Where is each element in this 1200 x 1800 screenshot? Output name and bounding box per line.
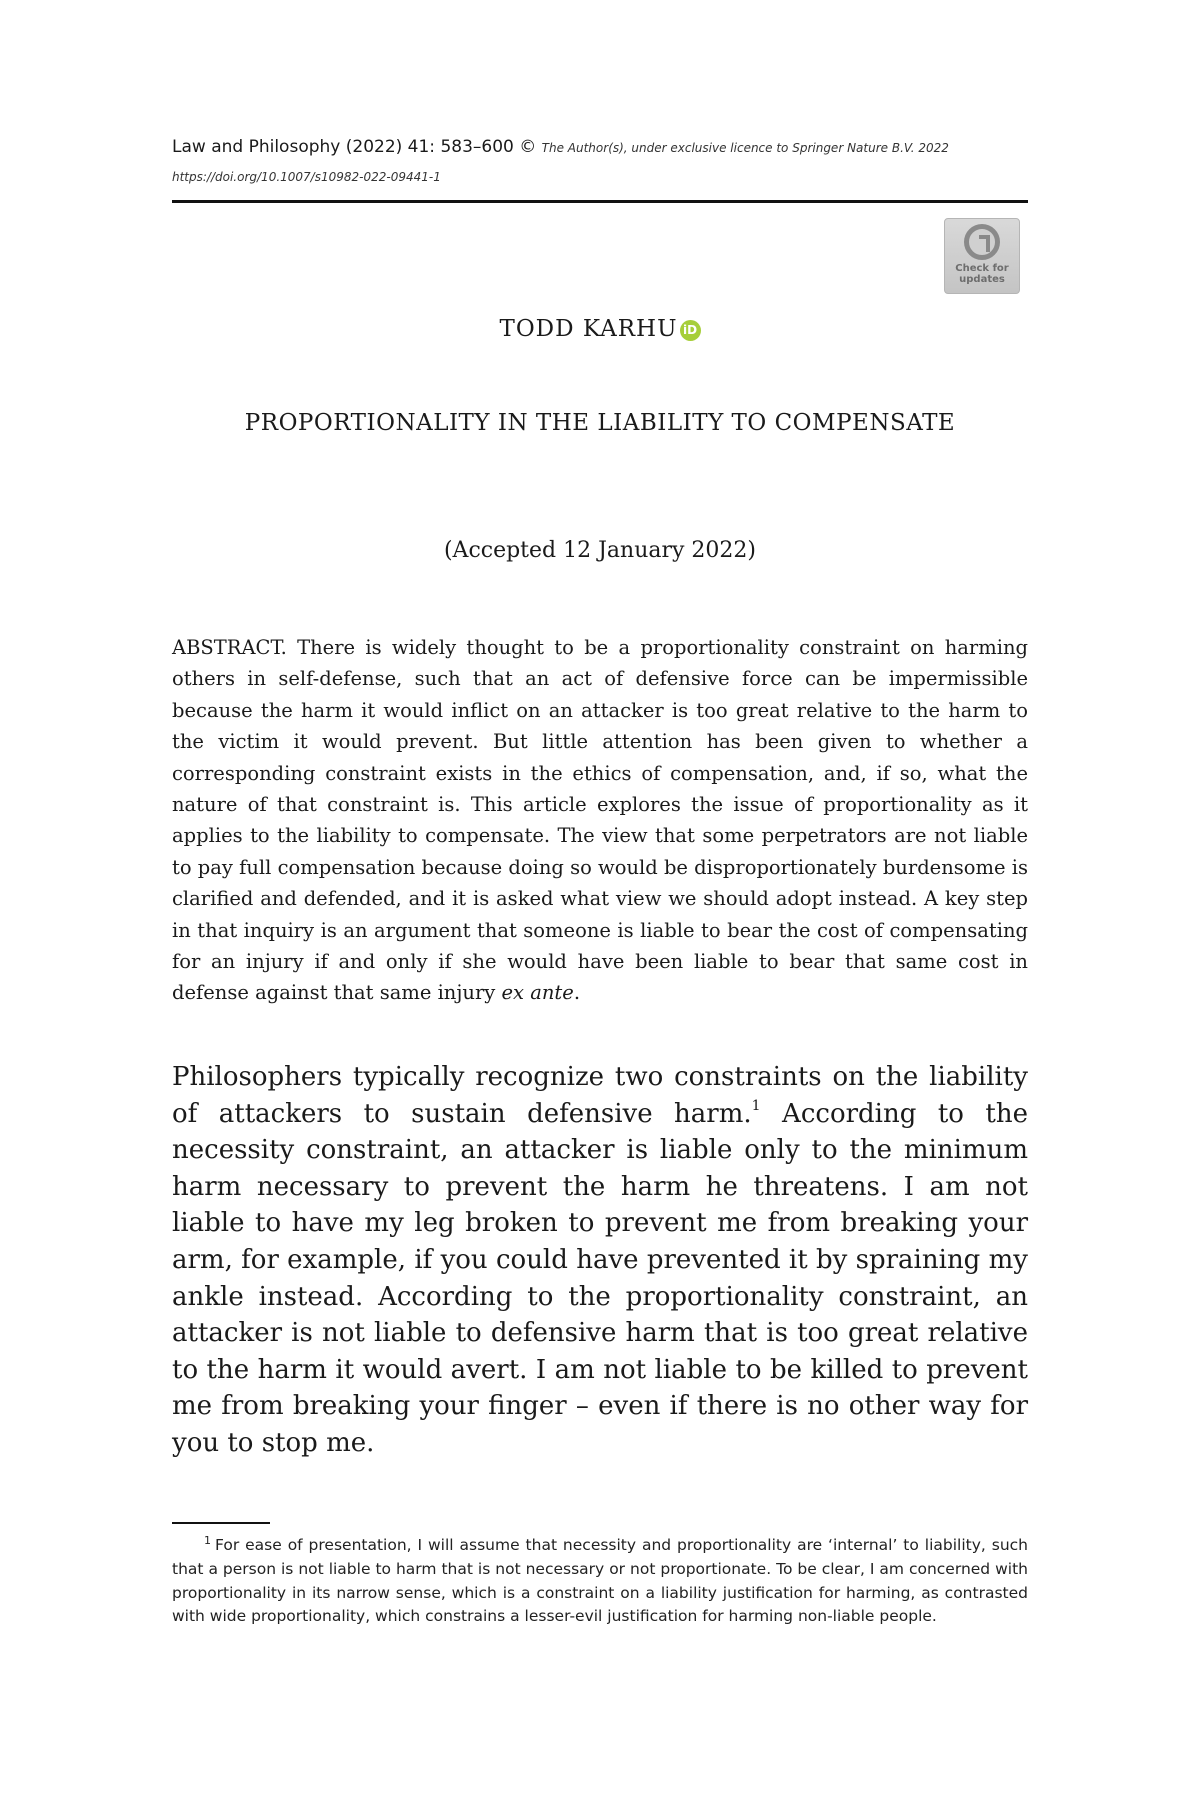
- body-paragraph: [172, 1059, 1028, 1462]
- journal-citation: Law and Philosophy (2022) 41: 583–600 ©: [172, 137, 537, 157]
- footnote-divider: [172, 1522, 270, 1524]
- footnote-text: For ease of presentation, I will assume that necessity and proportionality are ‘internal’ to liability, such that a person is not liable to harm that is not necessary or not proportionate. To be clear, I am concerned with proportionality in its narrow sense, which is a constraint on a liability justification for harming, as contrasted with wide proportionality, which constrains a lesser-evil justification for harming non-liable people.: [172, 1536, 1028, 1626]
- refresh-icon: [964, 224, 1000, 260]
- author-line: [0, 316, 1200, 342]
- abstract-text: ABSTRACT. There is widely thought to be a proportionality constraint on harming others in self-defense, such that an act of defensive force can be impermissible because the harm it would inflict on an attacker is too great relative to the harm to the victim it would prevent. But little attention has been given to whether a corresponding constraint exists in the ethics of compensation, and, if so, what the nature of that constraint is. This article explores the issue of proportionality as it applies to the liability to compensate. The view that some perpetrators are not liable to pay full compensation because doing so would be disproportionately burdensome is clarified and defended, and it is asked what view we should adopt instead. A key step in that inquiry is an argument that someone is liable to bear the cost of compensating for an injury if and only if she would have been liable to bear that same cost in defense against that same injury: [172, 636, 1028, 1005]
- body-part-1: Philosophers typically recognize two constraints on the liability of attackers to sustain defensive harm.: [172, 1062, 1028, 1129]
- orcid-icon[interactable]: iD: [680, 320, 701, 341]
- footnote: [172, 1534, 1028, 1629]
- footnote-ref[interactable]: 1: [751, 1097, 761, 1114]
- copyright-notice: The Author(s), under exclusive licence to Springer Nature B.V. 2022: [541, 141, 949, 155]
- doi-link[interactable]: https://doi.org/10.1007/s10982-022-09441-1: [172, 170, 441, 184]
- check-for-updates-badge[interactable]: [944, 218, 1020, 294]
- accepted-date: (Accepted 12 January 2022): [443, 538, 757, 563]
- footnote-number: 1: [204, 1534, 211, 1547]
- author-name: TODD KARHU: [499, 316, 678, 342]
- header-divider: [172, 200, 1028, 203]
- article-title: PROPORTIONALITY IN THE LIABILITY TO COMPENSATE: [244, 410, 956, 436]
- body-part-2: According to the necessity constraint, an attacker is liable only to the minimum harm necessary to prevent the harm he threatens. I am not liable to have my leg broken to prevent me from breaking your arm, for example, if you could have prevented it by spraining my ankle instead. According to the proportionality constraint, an attacker is not liable to defensive harm that is too great relative to the harm it would avert. I am not liable to be killed to prevent me from breaking your finger – even if there is no other way for you to stop me.: [172, 1098, 1028, 1458]
- abstract-end: .: [573, 981, 581, 1005]
- abstract-italic: ex ante: [501, 981, 574, 1005]
- abstract: [172, 632, 1028, 1009]
- badge-label: Check for updates: [955, 263, 1009, 285]
- journal-header: [172, 136, 1028, 159]
